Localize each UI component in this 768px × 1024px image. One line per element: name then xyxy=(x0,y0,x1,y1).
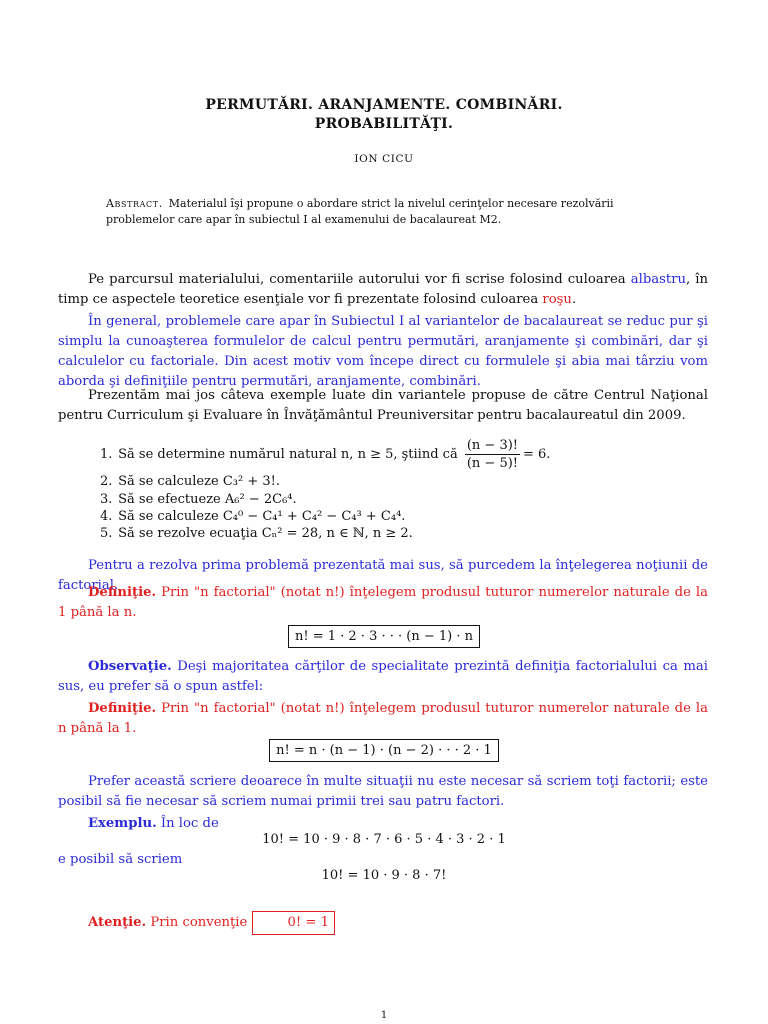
prefer-paragraph: Prefer această scriere deoarece în multe situaţii nu este necesar să scriem toţi factorii; este posibil să fie necesar să scriem numai primii trei sau patru factori. xyxy=(58,774,708,809)
formula-1 xyxy=(0,625,768,648)
author-name: ION CICU xyxy=(354,153,414,165)
title-line-1: PERMUTĂRI. ARANJAMENTE. COMBINĂRI. xyxy=(205,97,563,113)
title-line-2: PROBABILITĂŢI. xyxy=(314,116,454,132)
formula-3: 10! = 10 · 9 · 8 · 7 · 6 · 5 · 4 · 3 · 2 · 1 xyxy=(262,832,506,847)
list-item: 2. Să se calculeze C₃² + 3!. xyxy=(100,474,280,489)
observation: Observaţie. Deşi majoritatea cărţilor de specialitate prezintă definiţia factorialului ca mai sus, eu prefer să o spun astfel: xyxy=(58,659,708,694)
fraction: $\frac{(n - 3)!}{(n - 5)!}$ xyxy=(466,438,519,471)
example-label: Exemplu. xyxy=(88,816,157,831)
list-item: 5. Să se rezolve ecuaţia Cₙ² = 28, n ∈ ℕ, n ≥ 2. xyxy=(100,526,413,541)
boxed-convention: 0! = 1 xyxy=(252,911,336,935)
abstract-text: Materialul îşi propune o abordare strict la nivelul cerinţelor necesare rezolvării problemelor care apar în subiectul I al examenului de bacalaureat M2. xyxy=(106,197,614,226)
definition-label: Definiţie. xyxy=(88,585,157,600)
boxed-formula: n! = n · (n − 1) · (n − 2) · · · 2 · 1 xyxy=(269,739,499,762)
observation-label: Observaţie. xyxy=(88,659,172,674)
example-continuation: e posibil să scriem xyxy=(58,852,183,867)
abstract-label: Abstract. xyxy=(106,197,163,210)
abstract xyxy=(106,196,666,228)
paper-title xyxy=(84,96,684,134)
page-number: 1 xyxy=(380,1010,388,1021)
list-item: 4. Să se calculeze C₄⁰ − C₄¹ + C₄² − C₄³ + C₄⁴. xyxy=(100,509,406,524)
list-item: 1. Să se determine numărul natural n, n ≥ 5, ştiind că $\frac{(n - 3)!}{(n - 5)!}$ = 6. xyxy=(100,438,551,471)
attention: Atenţie. Prin convenţie 0! = 1 xyxy=(58,911,708,935)
definition-label: Definiţie. xyxy=(88,701,157,716)
attention-label: Atenţie. xyxy=(88,915,147,930)
general-paragraph: În general, problemele care apar în Subiectul I al variantelor de bacalaureat se reduc pur şi simplu la cunoaşterea formulelor de calcul pentru permutări, aranjamente şi combinări, dar şi calculelor cu factoriale. Din acest motiv vom începe direct cu formulele şi abia mai târziu vom aborda şi definiţiile pentru permutări, aranjamente, combinări. xyxy=(58,314,708,389)
word-blue: albastru xyxy=(630,272,686,287)
definition-1: Definiţie. Prin "n factorial" (notat n!) înţelegem produsul tuturor numerelor naturale de la 1 până la n. xyxy=(58,585,708,620)
factorial-intro: Pentru a rezolva prima problemă prezentată mai sus, să purcedem la înţelegerea noţiunii de factorial. xyxy=(58,558,708,593)
intro-paragraph: Pe parcursul materialului, comentariile autorului vor fi scrise folosind culoarea albastru, în timp ce aspectele teoretice esenţiale vor fi prezentate folosind culoarea roşu. xyxy=(58,272,708,307)
word-red: roşu xyxy=(542,292,572,307)
present-paragraph: Prezentăm mai jos câteva exemple luate din variantele propuse de către Centrul Naţional pentru Curriculum şi Evaluare în Învăţământul Preuniversitar pentru bacalaureatul din 2009. xyxy=(58,388,708,423)
formula-2 xyxy=(0,739,768,762)
example-paragraph: Exemplu. În loc de xyxy=(88,816,219,831)
definition-2: Definiţie. Prin "n factorial" (notat n!) înţelegem produsul tuturor numerelor naturale de la n până la 1. xyxy=(58,701,708,736)
boxed-formula: n! = 1 · 2 · 3 · · · (n − 1) · n xyxy=(288,625,480,648)
list-item: 3. Să se efectueze A₆² − 2C₆⁴. xyxy=(100,492,297,507)
formula-4: 10! = 10 · 9 · 8 · 7! xyxy=(321,868,447,883)
